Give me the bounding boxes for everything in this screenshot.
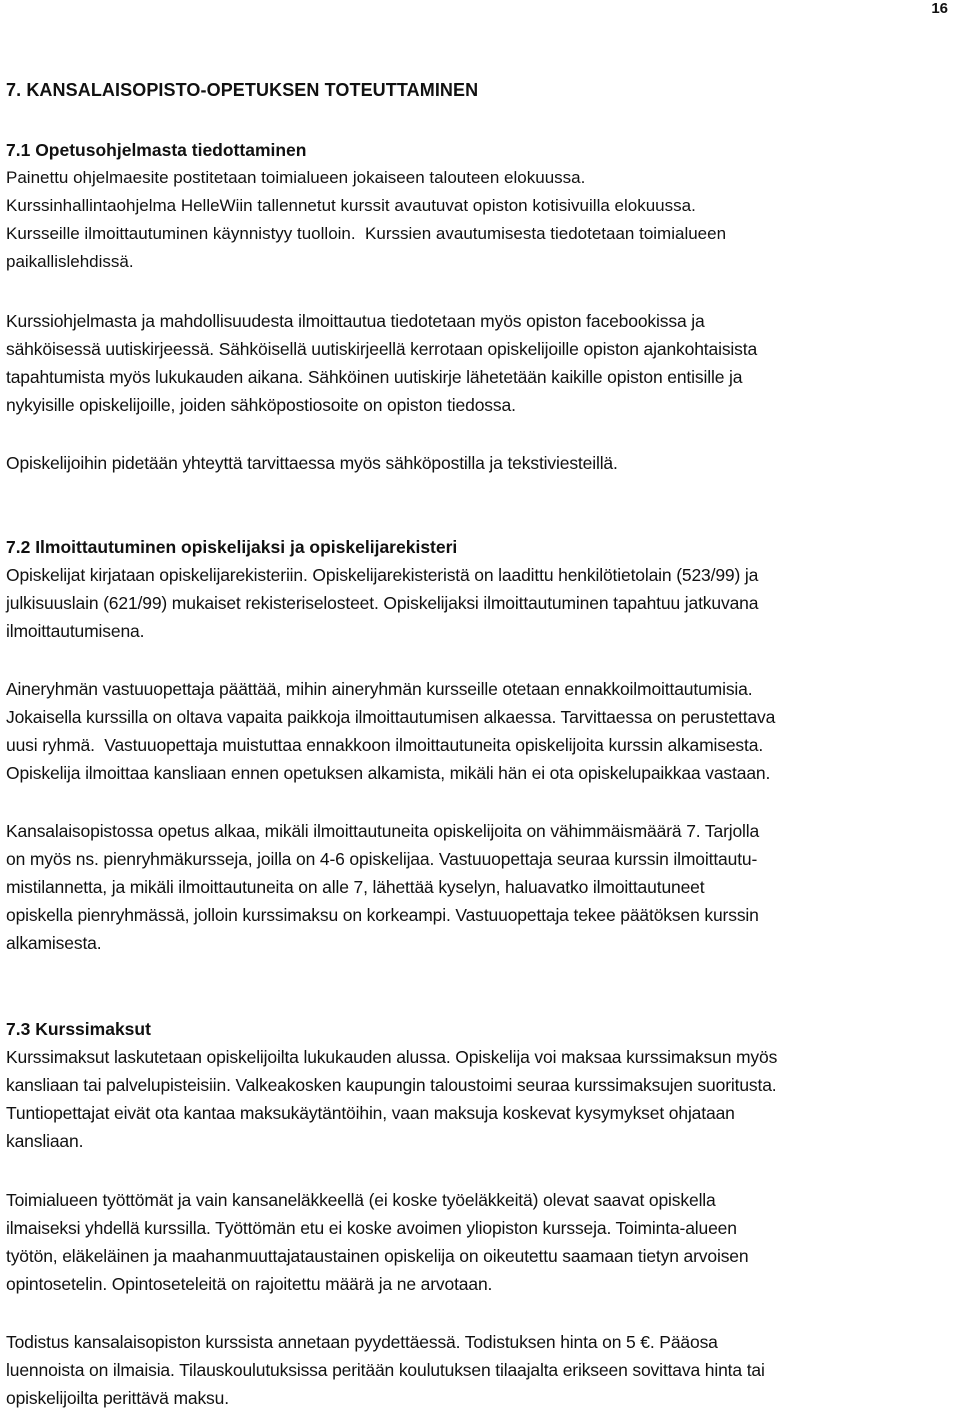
text-line: Painettu ohjelmaesite postitetaan toimialueen jokaiseen talouteen elokuussa. <box>6 168 586 187</box>
section-7-3 <box>6 1015 954 1155</box>
text-line: alkamisesta. <box>6 933 102 953</box>
text-line: Opiskelija ilmoittaa kansliaan ennen opetuksen alkamista, mikäli hän ei ota opiskelupaikkaa vastaan. <box>6 763 771 783</box>
text-line: sähköisessä uutiskirjeessä. Sähköisellä uutiskirjeellä kerrotaan opiskelijoille opiston ajankohtaisista <box>6 339 758 359</box>
paragraph <box>6 1043 954 1155</box>
text-line: Opiskelijat kirjataan opiskelijarekisteriin. Opiskelijarekisteristä on laadittu henkilötietolain (523/99) ja <box>6 565 759 585</box>
section-7-2 <box>6 533 954 645</box>
section-7-1 <box>6 136 954 276</box>
paragraph-block <box>6 675 954 787</box>
paragraph <box>6 1186 954 1298</box>
text-line: nykyisille opiskelijoille, joiden sähköpostiosoite on opiston tiedossa. <box>6 395 516 415</box>
main-heading: 7. KANSALAISOPISTO-OPETUKSEN TOTEUTTAMINEN <box>6 80 479 100</box>
text-line: Todistus kansalaisopiston kurssista annetaan pyydettäessä. Todistuksen hinta on 5 €. Pääosa <box>6 1332 718 1352</box>
text-line: Aineryhmän vastuuopettaja päättää, mihin aineryhmän kursseille otetaan ennakkoilmoittautumisia. <box>6 679 753 699</box>
text-line: Kurssinhallintaohjelma HelleWiin tallennetut kurssit avautuvat opiston kotisivuilla elokuussa. <box>6 196 696 215</box>
paragraph <box>6 561 954 645</box>
text-line: Kursseille ilmoittautuminen käynnistyy tuolloin. Kurssien avautumisesta tiedotetaan toimialueen <box>6 224 727 243</box>
text-line: ilmoittautumisena. <box>6 621 145 641</box>
text-line: kansliaan. <box>6 1131 84 1151</box>
paragraph <box>6 817 954 957</box>
paragraph-block <box>6 1328 954 1412</box>
paragraph-block <box>6 817 954 957</box>
text-line: on myös ns. pienryhmäkursseja, joilla on 4-6 opiskelijaa. Vastuuopettaja seuraa kurssin ilmoittautu- <box>6 849 758 869</box>
paragraph <box>6 1328 954 1412</box>
paragraph <box>6 307 954 419</box>
text-line: opiskella pienryhmässä, jolloin kurssimaksu on korkeampi. Vastuuopettaja tekee päätöksen kurssin <box>6 905 759 925</box>
paragraph <box>6 164 954 276</box>
text-line: Tuntiopettajat eivät ota kantaa maksukäytäntöihin, vaan maksuja koskevat kysymykset ohjataan <box>6 1103 735 1123</box>
paragraph-block <box>6 1186 954 1298</box>
text-line: uusi ryhmä. Vastuuopettaja muistuttaa ennakkoon ilmoittautuneita opiskelijoita kurssin alkamisesta. <box>6 735 764 755</box>
text-line: opiskelijoilta perittävä maksu. <box>6 1388 229 1408</box>
text-line: työtön, eläkeläinen ja maahanmuuttajataustainen opiskelija on oikeutettu saamaan tietyn arvoisen <box>6 1246 749 1266</box>
text-line: Toimialueen työttömät ja vain kansaneläkkeellä (ei koske työeläkkeitä) olevat saavat opiskella <box>6 1190 716 1210</box>
paragraph <box>6 675 954 787</box>
text-line: mistilannetta, ja mikäli ilmoittautuneita on alle 7, lähettää kyselyn, haluavatko ilmoittautuneet <box>6 877 705 897</box>
text-line: Jokaisella kurssilla on oltava vapaita paikkoja ilmoittautumisen alkaessa. Tarvittaessa on perustettava <box>6 707 776 727</box>
text-line: julkisuuslain (621/99) mukaiset rekisteriselosteet. Opiskelijaksi ilmoittautuminen tapahtuu jatkuvana <box>6 593 759 613</box>
text-line: Kurssiohjelmasta ja mahdollisuudesta ilmoittautua tiedotetaan myös opiston facebookissa ja <box>6 311 705 331</box>
text-line: ilmaiseksi yhdellä kurssilla. Työttömän etu ei koske avoimen yliopiston kursseja. Toiminta-alueen <box>6 1218 737 1238</box>
page-number: 16 <box>931 0 948 17</box>
section-heading-7-3: 7.3 Kurssimaksut <box>6 1019 151 1039</box>
text-line: Opiskelijoihin pidetään yhteyttä tarvittaessa myös sähköpostilla ja tekstiviesteillä. <box>6 453 618 473</box>
section-heading-7-1: 7.1 Opetusohjelmasta tiedottaminen <box>6 140 307 160</box>
text-line: paikallislehdissä. <box>6 252 134 271</box>
section-heading-7-2: 7.2 Ilmoittautuminen opiskelijaksi ja opiskelijarekisteri <box>6 537 458 557</box>
text-line: opintosetelin. Opintoseteleitä on rajoitettu määrä ja ne arvotaan. <box>6 1274 493 1294</box>
text-line: tapahtumista myös lukukauden aikana. Sähköinen uutiskirje lähetetään kaikille opiston entisille ja <box>6 367 743 387</box>
paragraph-block <box>6 307 954 419</box>
paragraph-block <box>6 449 954 477</box>
paragraph <box>6 449 954 477</box>
text-line: luennoista on ilmaisia. Tilauskoulutuksissa peritään koulutuksen tilaajalta erikseen sovittava hinta tai <box>6 1360 765 1380</box>
text-line: kansliaan tai palvelupisteisiin. Valkeakosken kaupungin taloustoimi seuraa kurssimaksujen suoritusta. <box>6 1075 777 1095</box>
text-line: Kansalaisopistossa opetus alkaa, mikäli ilmoittautuneita opiskelijoita on vähimmäismäärä 7. Tarjolla <box>6 821 760 841</box>
text-line: Kurssimaksut laskutetaan opiskelijoilta lukukauden alussa. Opiskelija voi maksaa kurssimaksun myös <box>6 1047 778 1067</box>
